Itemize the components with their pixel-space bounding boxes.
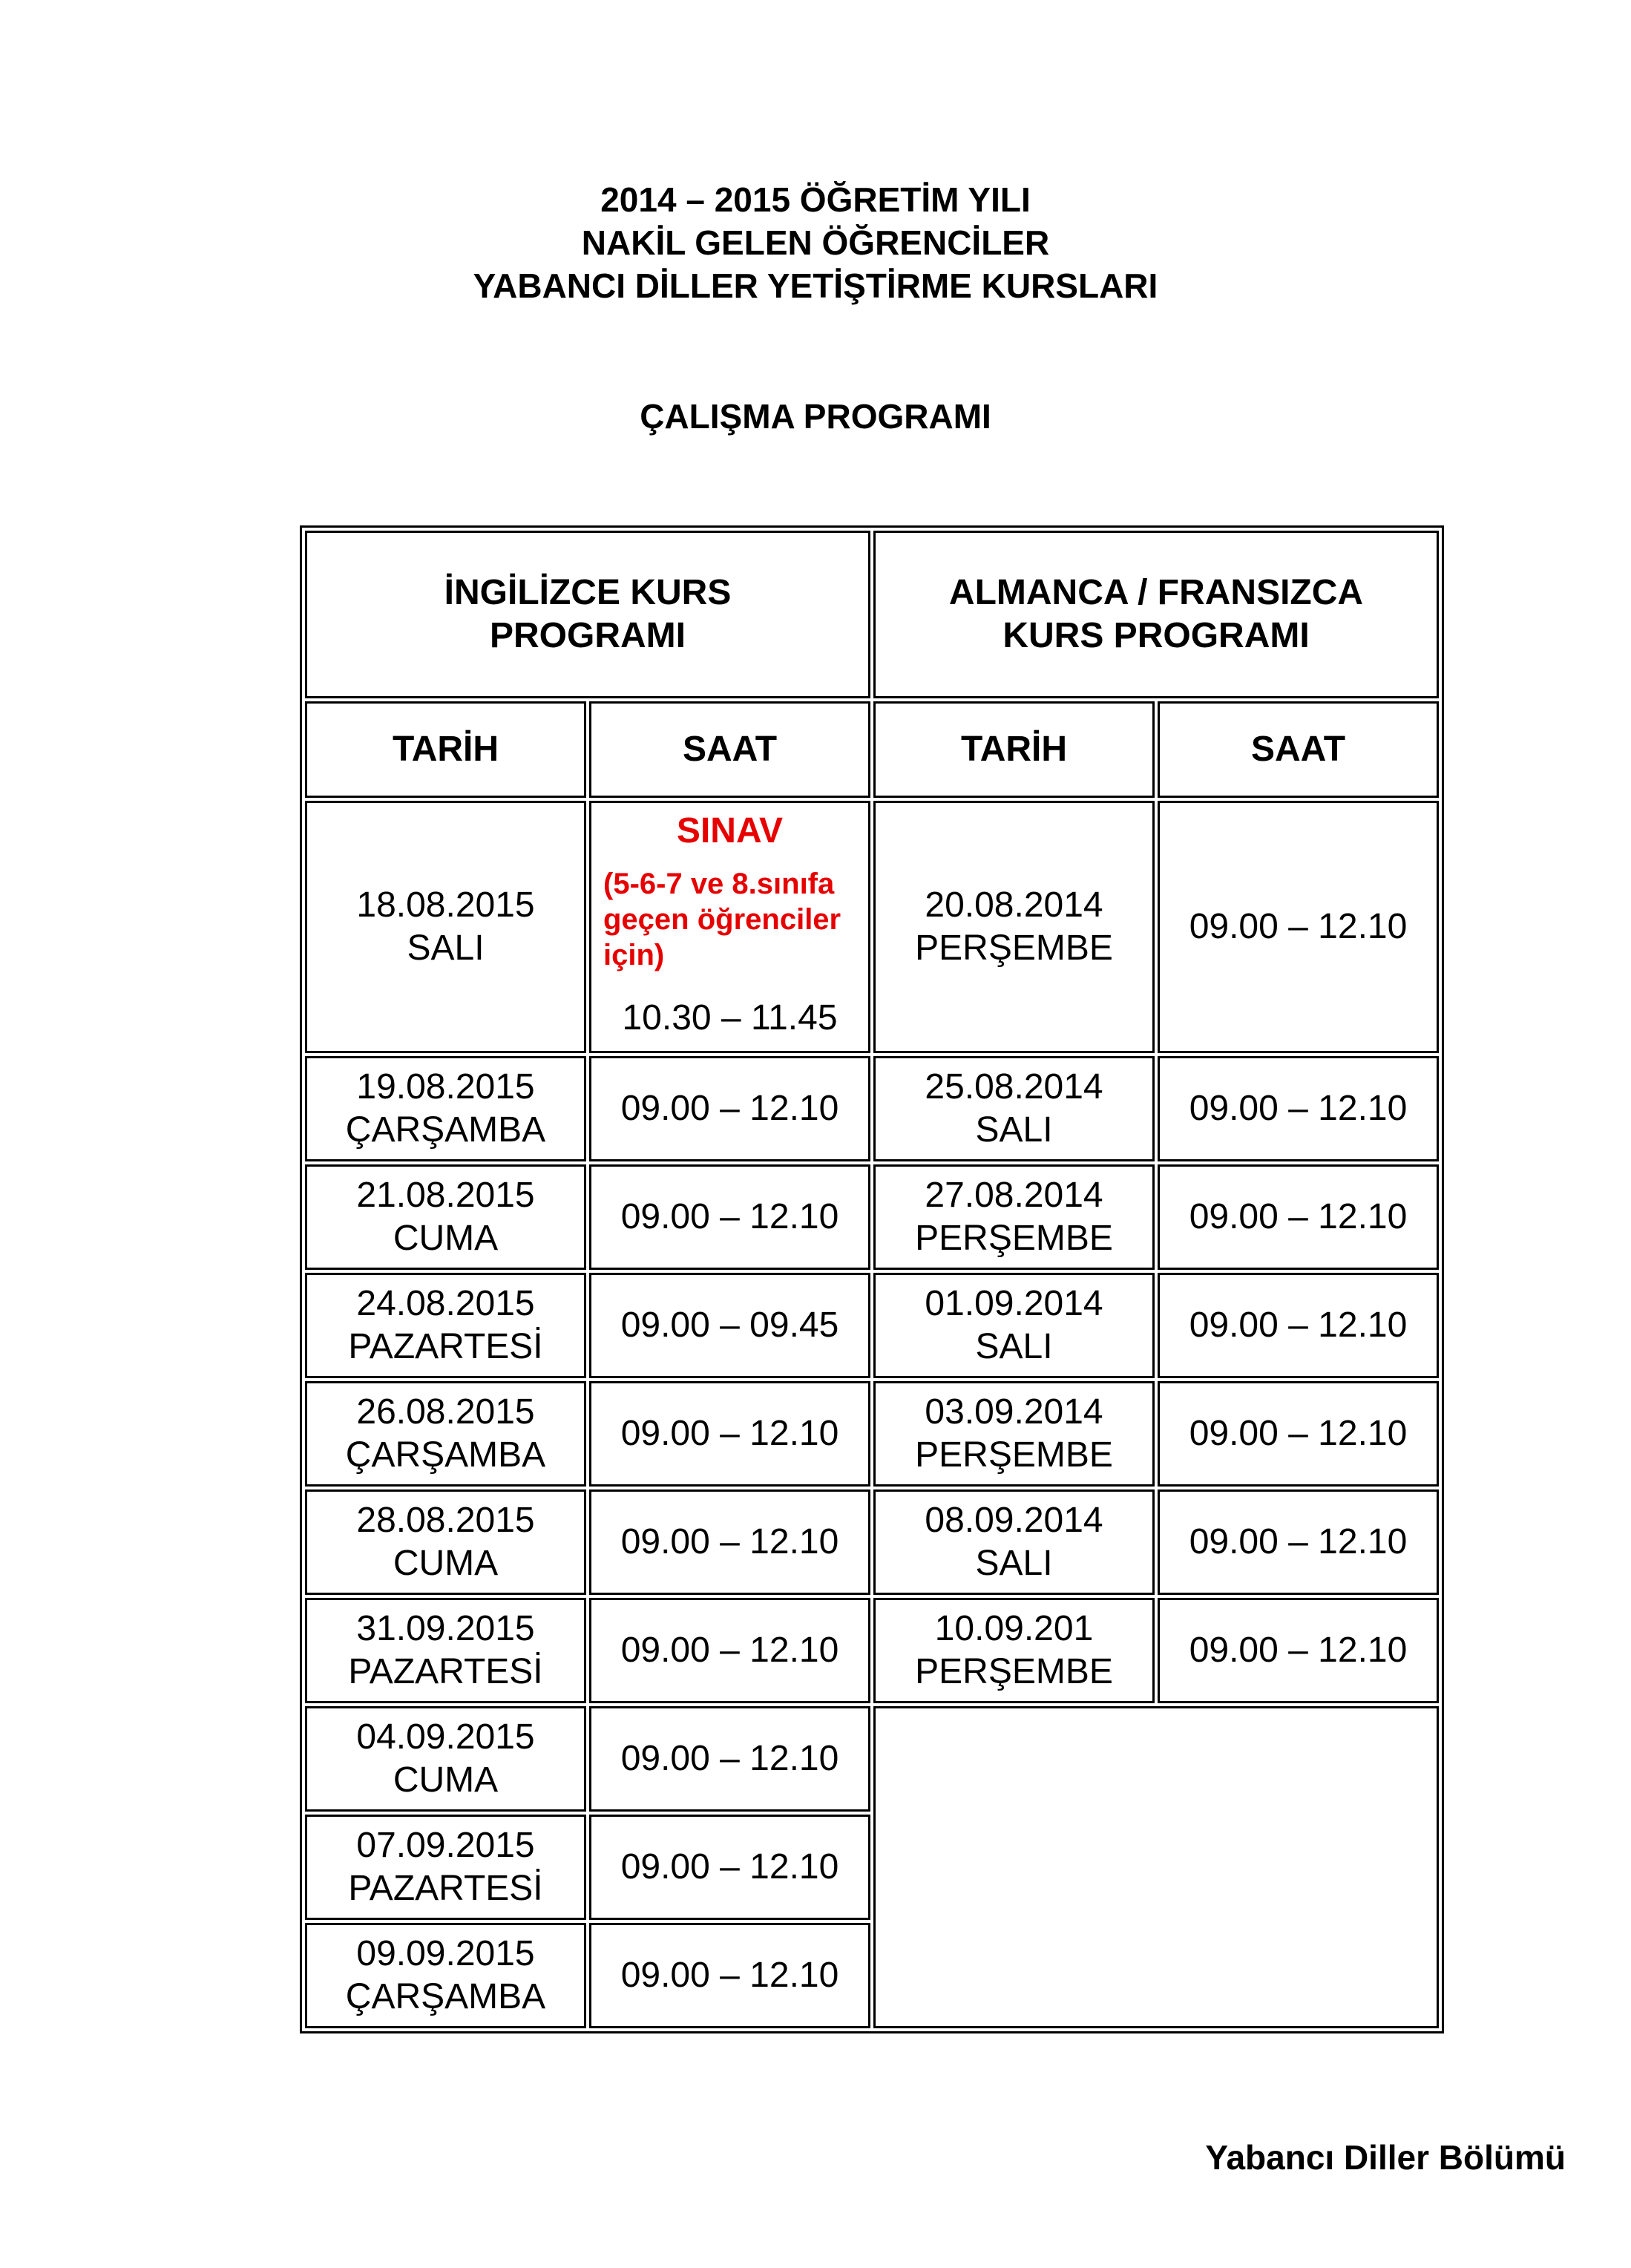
german-time-cell: 09.00 – 12.10 [1158, 1164, 1439, 1270]
date-text: 04.09.2015 [356, 1717, 535, 1757]
table-program-header-row [305, 531, 1439, 698]
day-text: SALI [975, 1544, 1053, 1583]
german-time-header: SAAT [1158, 701, 1439, 798]
title-line-students: NAKİL GELEN ÖĞRENCİLER [581, 223, 1050, 262]
date-text: 25.08.2014 [925, 1067, 1103, 1107]
german-header-line1: ALMANCA / FRANSIZCA [948, 573, 1364, 612]
table-row [305, 801, 1439, 1053]
table-row [305, 1056, 1439, 1161]
day-text: SALI [975, 1110, 1053, 1150]
german-date-cell [873, 1489, 1155, 1595]
day-text: SALI [975, 1327, 1053, 1366]
english-date-cell [305, 1923, 586, 2028]
title-line-year: 2014 – 2015 ÖĞRETİM YILI [600, 180, 1031, 219]
german-time-cell: 09.00 – 12.10 [1158, 1489, 1439, 1595]
exam-note: (5-6-7 ve 8.sınıfa geçen öğrenciler için) [603, 868, 841, 971]
table-row [305, 1273, 1439, 1378]
day-text: PERŞEMBE [915, 1652, 1113, 1691]
german-date-cell [873, 801, 1155, 1053]
english-time-cell: 09.00 – 12.10 [589, 1164, 870, 1270]
exam-time: 10.30 – 11.45 [622, 998, 838, 1038]
german-time-cell: 09.00 – 12.10 [1158, 1381, 1439, 1487]
table-row [305, 1489, 1439, 1595]
day-text: CUMA [393, 1544, 499, 1583]
english-time-cell: 09.00 – 12.10 [589, 1381, 870, 1487]
german-date-cell [873, 1598, 1155, 1703]
english-date-cell [305, 1381, 586, 1487]
empty-merged-cell [873, 1706, 1439, 2028]
date-text: 28.08.2015 [356, 1501, 535, 1540]
english-date-header: TARİH [305, 701, 586, 798]
date-text: 21.08.2015 [356, 1176, 535, 1215]
document-title [0, 178, 1631, 307]
date-text: 03.09.2014 [925, 1392, 1103, 1432]
german-time-cell: 09.00 – 12.10 [1158, 801, 1439, 1053]
german-time-cell: 09.00 – 12.10 [1158, 1273, 1439, 1378]
date-text: 27.08.2014 [925, 1176, 1103, 1215]
department-signature: Yabancı Diller Bölümü [1205, 2138, 1566, 2177]
day-text: ÇARŞAMBA [345, 1110, 546, 1150]
english-time-header: SAAT [589, 701, 870, 798]
date-text: 10.09.201 [934, 1609, 1094, 1648]
day-text: PAZARTESİ [348, 1869, 543, 1908]
english-header-line2: PROGRAMI [490, 616, 686, 655]
table-row [305, 1164, 1439, 1270]
english-time-cell: 09.00 – 12.10 [589, 1598, 870, 1703]
day-text: PAZARTESİ [348, 1652, 543, 1691]
german-date-cell [873, 1273, 1155, 1378]
german-date-header: TARİH [873, 701, 1155, 798]
german-time-cell: 09.00 – 12.10 [1158, 1056, 1439, 1161]
day-text: ÇARŞAMBA [345, 1435, 546, 1475]
german-date-cell [873, 1164, 1155, 1270]
day-text: CUMA [393, 1760, 499, 1800]
date-text: 09.09.2015 [356, 1934, 535, 1973]
date-text: 07.09.2015 [356, 1826, 535, 1865]
table-row [305, 1381, 1439, 1487]
english-time-cell: 09.00 – 12.10 [589, 1815, 870, 1920]
date-text: 18.08.2015 [356, 885, 535, 925]
german-date-cell [873, 1381, 1155, 1487]
english-time-cell: 09.00 – 09.45 [589, 1273, 870, 1378]
german-french-program-header [873, 531, 1439, 698]
day-text: PERŞEMBE [915, 1435, 1113, 1475]
english-date-cell [305, 1056, 586, 1161]
english-date-cell [305, 1273, 586, 1378]
english-date-cell [305, 1706, 586, 1812]
english-time-cell: 09.00 – 12.10 [589, 1706, 870, 1812]
day-text: ÇARŞAMBA [345, 1977, 546, 2016]
table-column-header-row [305, 701, 1439, 798]
english-date-cell [305, 1164, 586, 1270]
german-header-line2: KURS PROGRAMI [1002, 616, 1310, 655]
english-time-cell: 09.00 – 12.10 [589, 1923, 870, 2028]
document-subtitle: ÇALIŞMA PROGRAMI [640, 397, 991, 436]
title-line-courses: YABANCI DİLLER YETİŞTİRME KURSLARI [473, 266, 1158, 305]
date-text: 20.08.2014 [925, 885, 1103, 925]
day-text: PERŞEMBE [915, 1219, 1113, 1258]
date-text: 26.08.2015 [356, 1392, 535, 1432]
schedule-table [300, 525, 1444, 2033]
day-text: PAZARTESİ [348, 1327, 543, 1366]
english-time-cell: 09.00 – 12.10 [589, 1056, 870, 1161]
english-program-header [305, 531, 870, 698]
english-time-cell: 09.00 – 12.10 [589, 1489, 870, 1595]
english-date-cell [305, 1815, 586, 1920]
date-text: 31.09.2015 [356, 1609, 535, 1648]
table-row [305, 1598, 1439, 1703]
day-text: PERŞEMBE [915, 928, 1113, 968]
english-exam-cell [589, 801, 870, 1053]
english-date-cell [305, 1598, 586, 1703]
date-text: 08.09.2014 [925, 1501, 1103, 1540]
date-text: 24.08.2015 [356, 1284, 535, 1323]
table-row [305, 1706, 1439, 1812]
exam-title: SINAV [676, 811, 784, 850]
date-text: 19.08.2015 [356, 1067, 535, 1107]
english-date-cell [305, 801, 586, 1053]
day-text: CUMA [393, 1219, 499, 1258]
german-date-cell [873, 1056, 1155, 1161]
day-text: SALI [407, 928, 485, 968]
german-time-cell: 09.00 – 12.10 [1158, 1598, 1439, 1703]
english-date-cell [305, 1489, 586, 1595]
english-header-line1: İNGİLİZCE KURS [444, 573, 732, 612]
date-text: 01.09.2014 [925, 1284, 1103, 1323]
